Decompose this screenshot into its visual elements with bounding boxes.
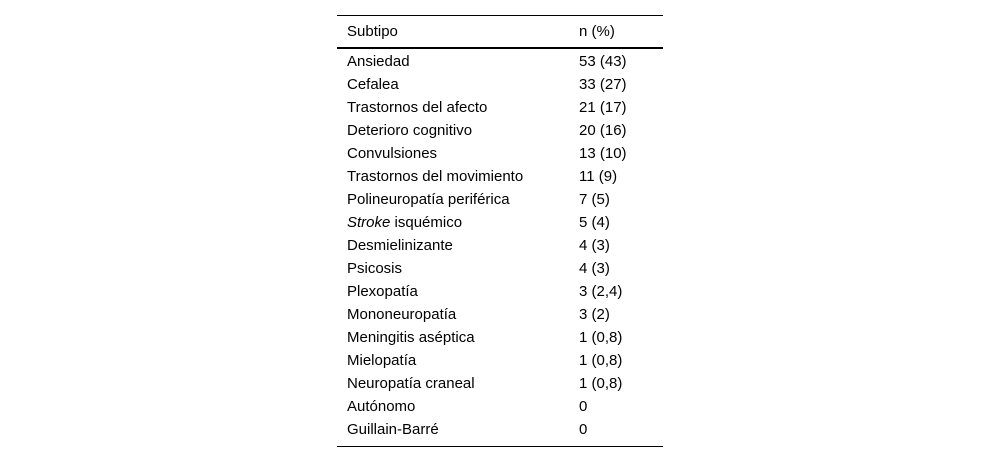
- table-row: [337, 73, 663, 96]
- row-value: 1 (0,8): [579, 329, 623, 346]
- row-label: Polineuropatía periférica: [347, 191, 510, 208]
- table-row: [337, 165, 663, 188]
- row-label: Trastornos del afecto: [347, 99, 488, 116]
- row-label: Neuropatía craneal: [347, 375, 475, 392]
- table-row: [337, 372, 663, 395]
- row-value: 4 (3): [579, 260, 610, 277]
- row-label: Psicosis: [347, 260, 403, 277]
- row-value: 33 (27): [579, 76, 627, 93]
- row-label: [337, 211, 579, 234]
- table-row: [337, 349, 663, 372]
- table-row: [337, 48, 663, 73]
- row-value: 1 (0,8): [579, 375, 623, 392]
- table-body: [337, 48, 663, 447]
- table-row: [337, 280, 663, 303]
- row-label-italic: Stroke: [347, 214, 391, 231]
- row-value: 20 (16): [579, 122, 627, 139]
- row-label: Guillain-Barré: [347, 421, 439, 438]
- row-value: 0: [579, 398, 588, 415]
- row-label: Autónomo: [347, 398, 416, 415]
- table-row: [337, 119, 663, 142]
- table-row: [337, 395, 663, 418]
- row-value: 1 (0,8): [579, 352, 623, 369]
- row-label: Mielopatía: [347, 352, 417, 369]
- subtype-table: [337, 15, 663, 447]
- row-value: 11 (9): [579, 168, 618, 185]
- row-label: Deterioro cognitivo: [347, 122, 473, 139]
- subtype-table-container: [337, 15, 663, 447]
- row-value: 13 (10): [579, 145, 627, 162]
- table-row: [337, 418, 663, 447]
- table-row: [337, 142, 663, 165]
- table-row: [337, 96, 663, 119]
- table-row: [337, 303, 663, 326]
- row-label: Ansiedad: [347, 53, 410, 70]
- row-label: Mononeuropatía: [347, 306, 457, 323]
- row-value: 5 (4): [579, 214, 610, 231]
- table-header: [337, 16, 663, 49]
- header-n-percent: n (%): [579, 23, 615, 40]
- row-value: 53 (43): [579, 53, 627, 70]
- table-row: [337, 326, 663, 349]
- table-row: [337, 257, 663, 280]
- header-subtype: Subtipo: [347, 23, 398, 40]
- table-row: [337, 211, 663, 234]
- row-label: Meningitis aséptica: [347, 329, 475, 346]
- header-row: [337, 16, 663, 49]
- row-value: 4 (3): [579, 237, 610, 254]
- row-value: 3 (2,4): [579, 283, 623, 300]
- row-label: Cefalea: [347, 76, 399, 93]
- row-label: Desmielinizante: [347, 237, 453, 254]
- row-label-rest: isquémico: [390, 214, 463, 231]
- row-value: 21 (17): [579, 99, 627, 116]
- row-label: Trastornos del movimiento: [347, 168, 524, 185]
- table-row: [337, 188, 663, 211]
- row-value: 3 (2): [579, 306, 610, 323]
- row-value: 0: [579, 421, 588, 438]
- row-value: 7 (5): [579, 191, 610, 208]
- table-row: [337, 234, 663, 257]
- row-label: Plexopatía: [347, 283, 418, 300]
- row-label: Convulsiones: [347, 145, 438, 162]
